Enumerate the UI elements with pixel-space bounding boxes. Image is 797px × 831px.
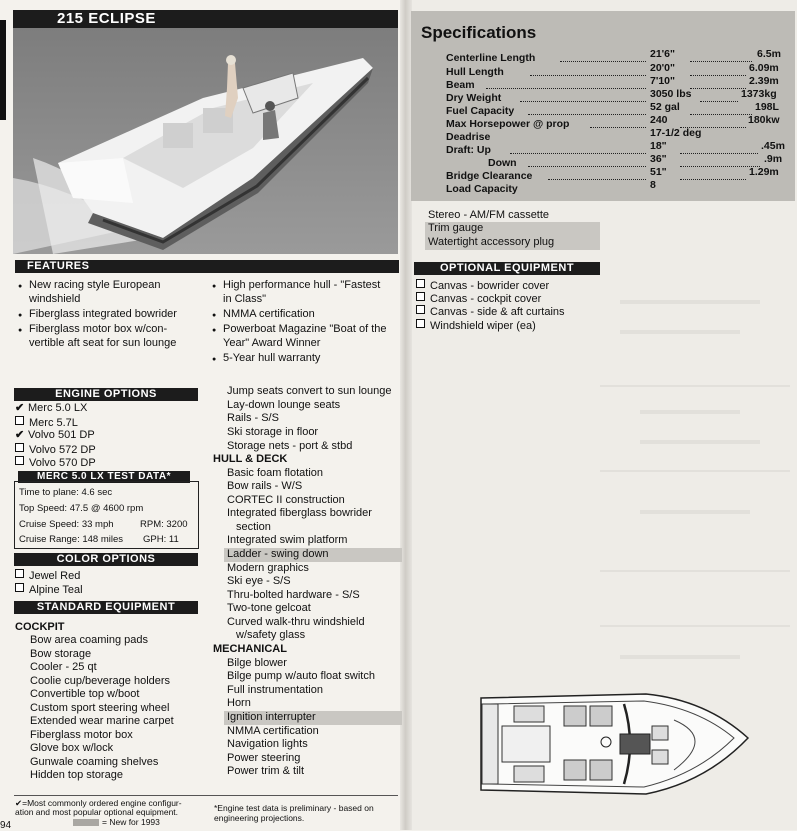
list-item-new-for-1993: Ignition interrupter [224, 711, 402, 725]
feature-text: Fiberglass integrated bowrider [29, 308, 177, 320]
feature-text: Powerboat Magazine "Boat of the [223, 323, 387, 335]
spec-value-metric: 2.39m [749, 75, 779, 87]
features-header-label: FEATURES [27, 260, 90, 272]
mechanical-heading: MECHANICAL [213, 643, 287, 655]
cruise-gph: GPH: 11 [143, 534, 179, 545]
spec-row [446, 92, 501, 104]
spec-value-metric: 180kw [748, 114, 780, 126]
list-item: Hidden top storage [30, 769, 123, 781]
spec-value-metric: .9m [764, 153, 783, 165]
list-item: Cooler - 25 qt [30, 661, 97, 673]
list-item: Lay-down lounge seats [227, 399, 341, 411]
spec-label: Max Horsepower @ prop [446, 118, 570, 130]
dot-leader [690, 79, 746, 89]
spec-row [488, 157, 517, 169]
color-options-header-label: COLOR OPTIONS [56, 553, 156, 565]
spec-value-metric: 198L [755, 101, 779, 113]
features-header [15, 260, 399, 273]
footnote-legend-line3: = New for 1993 [102, 817, 160, 827]
spec-value-imperial: 21'6" [650, 48, 675, 60]
boat-overhead-diagram [476, 690, 751, 800]
list-item: Convertible top w/boot [30, 688, 140, 700]
new-for-1993-swatch [73, 819, 99, 826]
feature-text: windshield [29, 292, 81, 305]
check-mark-icon: ✔ [15, 402, 25, 414]
specifications-title: Specifications [421, 23, 537, 42]
spec-value-imperial: 52 gal [650, 101, 680, 113]
checkbox-icon [15, 443, 24, 452]
faint-mark [640, 510, 750, 514]
feature-item [223, 323, 387, 350]
spec-row [446, 118, 569, 130]
list-item: Fiberglass motor box [30, 729, 133, 741]
optional-item [416, 305, 565, 320]
faint-mark [600, 625, 790, 627]
faint-mark [620, 330, 740, 334]
engine-option-volvo-570-dp [15, 456, 96, 471]
engine-option-label: Merc 5.7L [29, 417, 78, 429]
list-item: Ski eye - S/S [227, 575, 291, 587]
color-option-label: Alpine Teal [29, 584, 83, 596]
list-item: Power steering [227, 752, 301, 764]
spec-label: Bridge Clearance [446, 170, 533, 182]
checkbox-icon [15, 583, 24, 592]
hull-deck-heading: HULL & DECK [213, 453, 288, 465]
optional-item-label: Canvas - cockpit cover [430, 293, 542, 305]
color-option-label: Jewel Red [29, 570, 81, 582]
spec-value-imperial: 240 [650, 114, 668, 126]
extra-watertight-plug: Watertight accessory plug [425, 236, 600, 250]
dot-leader [690, 105, 752, 115]
feature-item [29, 279, 160, 306]
page-edge-marker [0, 20, 6, 120]
dot-leader [680, 170, 746, 180]
dot-leader [528, 157, 646, 167]
optional-item [416, 319, 536, 334]
list-item: Extended wear marine carpet [30, 715, 174, 727]
dot-leader [700, 92, 738, 102]
dot-leader [590, 118, 646, 128]
list-item: Navigation lights [227, 738, 308, 750]
faint-mark [640, 440, 760, 444]
list-item: Custom sport steering wheel [30, 702, 170, 714]
spec-value-metric: 1.29m [749, 166, 779, 178]
optional-item-label: Windshield wiper (ea) [430, 320, 536, 332]
optional-equipment-header [414, 262, 600, 275]
checkbox-icon [15, 456, 24, 465]
faint-mark [600, 470, 790, 472]
engine-option-label: Merc 5.0 LX [28, 402, 88, 414]
dot-leader [548, 170, 646, 180]
dot-leader [690, 66, 746, 76]
engine-option-volvo-501-dp [15, 429, 95, 443]
dot-leader [680, 157, 760, 167]
list-item: Integrated fiberglass bowrider [227, 507, 372, 519]
dot-leader [560, 52, 646, 62]
cruise-rpm: RPM: 3200 [140, 519, 188, 530]
spec-label: Fuel Capacity [446, 105, 515, 117]
footnote-legend-line1: ✔=Most commonly ordered engine configur- [15, 798, 182, 808]
test-data-header-label: MERC 5.0 LX TEST DATA* [37, 471, 171, 482]
engine-option-label: Volvo 572 DP [29, 444, 96, 456]
list-item: Two-tone gelcoat [227, 602, 311, 614]
spec-label: Hull Length [446, 66, 504, 78]
optional-item-label: Canvas - side & aft curtains [430, 306, 565, 318]
cruise-range: Cruise Range: 148 miles [19, 534, 124, 545]
footnote-test-data-line1: *Engine test data is preliminary - based on [214, 803, 374, 813]
dot-leader [528, 105, 646, 115]
feature-text: vertible aft seat for sun lounge [29, 336, 177, 349]
spec-value-imperial: 17-1/2 deg [650, 127, 702, 139]
list-item: section [236, 521, 271, 533]
cruise-speed: Cruise Speed: 33 mph [19, 519, 114, 530]
feature-text: NMMA certification [223, 308, 315, 320]
dot-leader [530, 66, 646, 76]
list-item: Glove box w/lock [30, 742, 114, 754]
engine-options-header-label: ENGINE OPTIONS [55, 388, 157, 400]
spec-value-imperial: 18" [650, 140, 667, 152]
checkbox-icon [416, 292, 425, 301]
boat-photo [13, 28, 398, 254]
checkbox-icon [416, 319, 425, 328]
feature-text: in Class" [223, 292, 267, 305]
list-item: Integrated swim platform [227, 534, 348, 546]
spec-value-metric: 6.5m [757, 48, 781, 60]
footnote-legend-line2: ation and most popular optional equipment. [15, 807, 179, 817]
spec-value-imperial: 20'0" [650, 62, 675, 74]
spec-value-imperial: 7'10" [650, 75, 675, 87]
spec-label: Centerline Length [446, 52, 536, 64]
list-item: Basic foam flotation [227, 467, 323, 479]
faint-mark [620, 655, 740, 659]
spec-label: Down [488, 157, 517, 169]
feature-text: Fiberglass motor box w/con- [29, 323, 168, 335]
checkbox-icon [416, 279, 425, 288]
list-item: Curved walk-thru windshield [227, 616, 365, 628]
spec-value-metric: 1373kg [741, 88, 777, 100]
engine-options-header [14, 388, 198, 401]
extra-stereo: Stereo - AM/FM cassette [428, 209, 550, 221]
list-item: Bow rails - W/S [227, 480, 303, 492]
spec-row [446, 131, 490, 143]
list-item: Power trim & tilt [227, 765, 305, 777]
standard-equipment-header-label: STANDARD EQUIPMENT [36, 601, 176, 613]
checkbox-icon [15, 416, 24, 425]
checkbox-icon [15, 569, 24, 578]
spec-row [446, 52, 535, 64]
spec-value-metric: 6.09m [749, 62, 779, 74]
dot-leader [520, 92, 646, 102]
boat-photo-illustration [13, 28, 398, 254]
list-item: Modern graphics [227, 562, 309, 574]
list-item: Storage nets - port & stbd [227, 440, 353, 452]
list-item: Bilge pump w/auto float switch [227, 670, 375, 682]
feature-item [223, 352, 320, 366]
standard-equipment-header [14, 601, 198, 614]
spec-value-imperial: 3050 lbs [650, 88, 692, 100]
spec-label: Beam [446, 79, 475, 91]
feature-item [223, 279, 380, 306]
extra-trim-gauge: Trim gauge [425, 222, 600, 236]
spec-label: Deadrise [446, 131, 491, 143]
check-mark-icon: ✔ [15, 429, 25, 441]
feature-text: High performance hull - "Fastest [223, 279, 381, 291]
model-title-bar [13, 10, 398, 28]
optional-equipment-header-label: OPTIONAL EQUIPMENT [439, 262, 575, 274]
model-title: 215 ECLIPSE [57, 10, 156, 27]
spec-row [446, 105, 514, 117]
list-item: Jump seats convert to sun lounge [227, 385, 392, 397]
faint-mark [600, 385, 790, 387]
list-item: Full instrumentation [227, 684, 323, 696]
list-item-new-for-1993: Ladder - swing down [224, 548, 402, 562]
checkbox-icon [416, 305, 425, 314]
engine-option-label: Volvo 501 DP [28, 429, 95, 441]
faint-mark [600, 570, 790, 572]
feature-item [29, 323, 176, 350]
spec-value-imperial: 51" [650, 166, 667, 178]
list-item: Horn [227, 697, 251, 709]
spec-label: Load Capacity [446, 183, 518, 195]
engine-option-merc-50-lx [15, 402, 87, 416]
spec-value-imperial: 8 [650, 179, 656, 191]
list-item: Bilge blower [227, 657, 287, 669]
feature-text: New racing style European [29, 279, 161, 291]
optional-item-label: Canvas - bowrider cover [430, 280, 550, 292]
list-item: Rails - S/S [227, 412, 279, 424]
faint-mark [620, 300, 760, 304]
list-item: Ski storage in floor [227, 426, 319, 438]
list-item: Bow area coaming pads [30, 634, 149, 646]
spec-row [446, 79, 475, 91]
dot-leader [690, 52, 752, 62]
spec-row [446, 183, 518, 195]
footnote-test-data-line2: engineering projections. [214, 813, 305, 823]
spec-value-metric: .45m [761, 140, 785, 152]
feature-item [29, 308, 177, 322]
dot-leader [680, 144, 758, 154]
page-number: 94 [0, 820, 12, 831]
dot-leader [680, 118, 746, 128]
list-item: Thru-bolted hardware - S/S [227, 589, 360, 601]
list-item: Gunwale coaming shelves [30, 756, 159, 768]
list-item: w/safety glass [236, 629, 306, 641]
cockpit-heading: COCKPIT [15, 621, 65, 633]
spec-row [446, 66, 504, 78]
engine-option-label: Volvo 570 DP [29, 457, 96, 469]
list-item: CORTEC II construction [227, 494, 345, 506]
color-option-alpine-teal [15, 583, 83, 598]
list-item: NMMA certification [227, 725, 319, 737]
list-item: Bow storage [30, 648, 92, 660]
spec-value-imperial: 36" [650, 153, 667, 165]
faint-mark [640, 410, 740, 414]
top-speed: Top Speed: 47.5 @ 4600 rpm [19, 503, 144, 514]
footnote-rule [14, 795, 398, 796]
feature-text: 5-Year hull warranty [223, 352, 321, 364]
color-options-header [14, 553, 198, 566]
dot-leader [486, 79, 646, 89]
spec-label: Draft: Up [446, 144, 491, 156]
color-option-jewel-red [15, 569, 80, 584]
list-item: Coolie cup/beverage holders [30, 675, 171, 687]
spec-row [446, 170, 532, 182]
time-to-plane: Time to plane: 4.6 sec [19, 487, 113, 498]
spec-label: Dry Weight [446, 92, 502, 104]
spec-row [446, 144, 491, 156]
dot-leader [510, 144, 646, 154]
feature-text: Year" Award Winner [223, 336, 321, 349]
feature-item [223, 308, 315, 322]
